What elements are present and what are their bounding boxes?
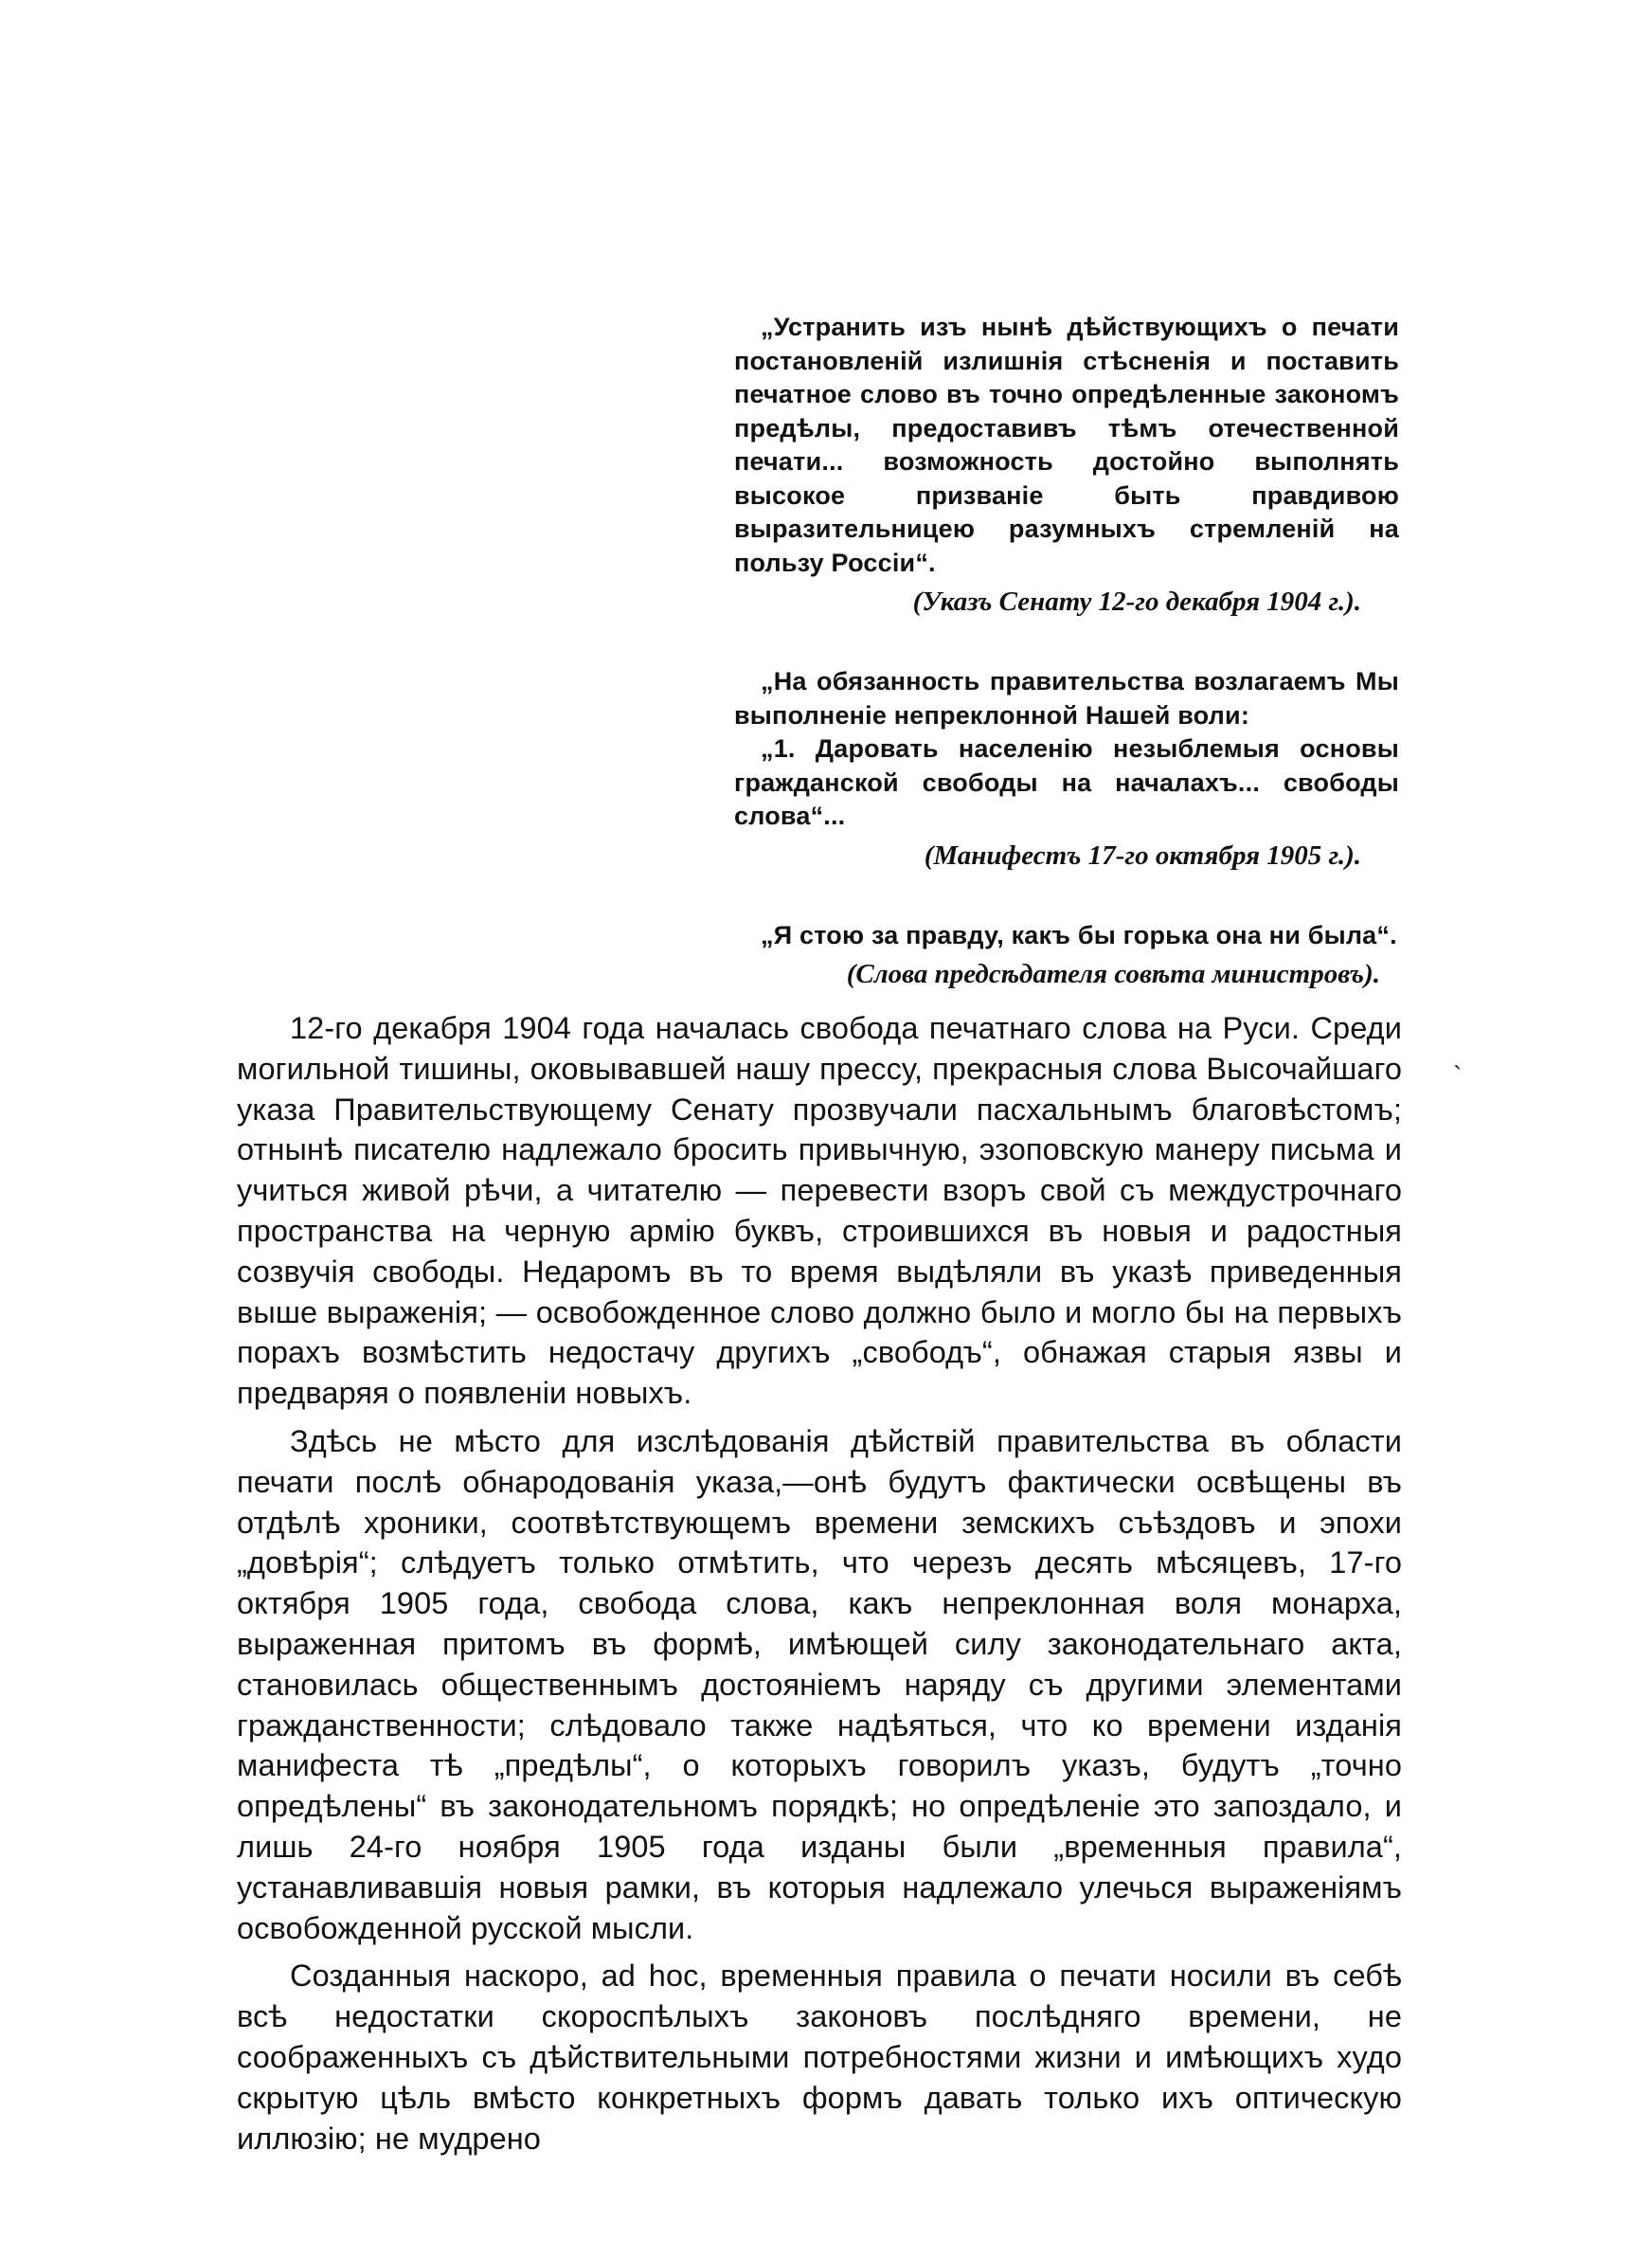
main-text xyxy=(237,1008,1402,2166)
epigraph-ukaz xyxy=(734,311,1399,620)
epigraph-quote xyxy=(734,919,1399,953)
epigraph-quote-paragraph: „1. Даровать населенію незыблемыя основы гражданской свободы на началахъ... свободы слова“... xyxy=(734,734,1399,830)
epigraphs-block xyxy=(734,311,1399,992)
epigraph-source: (Слова предсѣдателя совѣта министровъ). xyxy=(846,959,1380,989)
epigraph-quote-paragraph: „Устранить изъ нынѣ дѣйствующихъ о печати постановленій излишнія стѣсненія и поставить печатное слово въ точно опредѣленные закономъ предѣлы, предоставивъ тѣмъ отечественной печати... возможность достойно выполнять высокое призваніе быть правдивою выразительницею разумныхъ стремленій на пользу Россіи“. xyxy=(734,313,1399,577)
body-paragraph: Созданныя наскоро, ad hoc, временныя правила о печати носили въ себѣ всѣ недостатки скороспѣлыхъ законовъ послѣдняго времени, не соображенныхъ съ дѣйствительными потребностями жизни и имѣющихъ худо скрытую цѣль вмѣсто конкретныхъ формъ давать только ихъ оптическую иллюзію; не мудрено xyxy=(237,1959,1402,2156)
epigraph-chairman xyxy=(734,919,1399,993)
epigraph-quote-paragraph: „Я стою за правду, какъ бы горька она ни была“. xyxy=(761,920,1397,949)
epigraph-quote-paragraph: „На обязанность правительства возлагаемъ Мы выполненіе непреклонной Нашей воли: xyxy=(734,667,1399,730)
epigraph-source: (Указъ Сенату 12-го декабря 1904 г.). xyxy=(912,587,1361,617)
epigraph-quote xyxy=(734,665,1399,834)
body-paragraph: Здѣсь не мѣсто для изслѣдованія дѣйствій правительства въ области печати послѣ обнародованія указа,—онѣ будутъ фактически освѣщены въ отдѣлѣ хроники, соотвѣтствующемъ времени земскихъ съѣздовъ и эпохи „довѣрія“; слѣдуетъ только отмѣтить, что черезъ десять мѣсяцевъ, 17-го октября 1905 года, свобода слова, какъ непреклонная воля монарха, выраженная притомъ въ формѣ, имѣющей силу законодательнаго акта, становилась общественнымъ достояніемъ наряду съ другими элементами гражданственности; слѣдовало также надѣяться, что ко времени изданія манифеста тѣ „предѣлы“, о которыхъ говорилъ указъ, будутъ „точно опредѣлены“ въ законодательномъ порядкѣ; но опредѣленіе это запоздало, и лишь 24-го ноября 1905 года изданы были „временныя правила“, устанавливавшія новыя рамки, въ которыя надлежало улечься выраженіямъ освобожденной русской мысли. xyxy=(237,1423,1402,1945)
stray-print-mark: ` xyxy=(1453,1061,1463,1091)
epigraph-quote xyxy=(734,311,1399,580)
epigraph-manifest xyxy=(734,665,1399,874)
body-paragraph: 12-го декабря 1904 года началась свобода печатнаго слова на Руси. Среди могильной тишины, оковывавшей нашу прессу, прекрасныя слова Высочайшаго указа Правительствующему Сенату прозвучали пасхальнымъ благовѣстомъ; отнынѣ писателю надлежало бросить привычную, эзоповскую манеру письма и учиться живой рѣчи, а читателю — перевести взоръ свой съ междустрочнаго пространства на черную армію буквъ, строившихся въ новыя и радостныя созвучія свободы. Недаромъ въ то время выдѣляли въ указѣ приведенныя выше выраженія; — освобожденное слово должно было и могло бы на первыхъ порахъ возмѣстить недостачу другихъ „свободъ“, обнажая старыя язвы и предваряя о появленіи новыхъ. xyxy=(237,1011,1402,1411)
epigraph-source: (Манифестъ 17-го октября 1905 г.). xyxy=(924,840,1361,871)
